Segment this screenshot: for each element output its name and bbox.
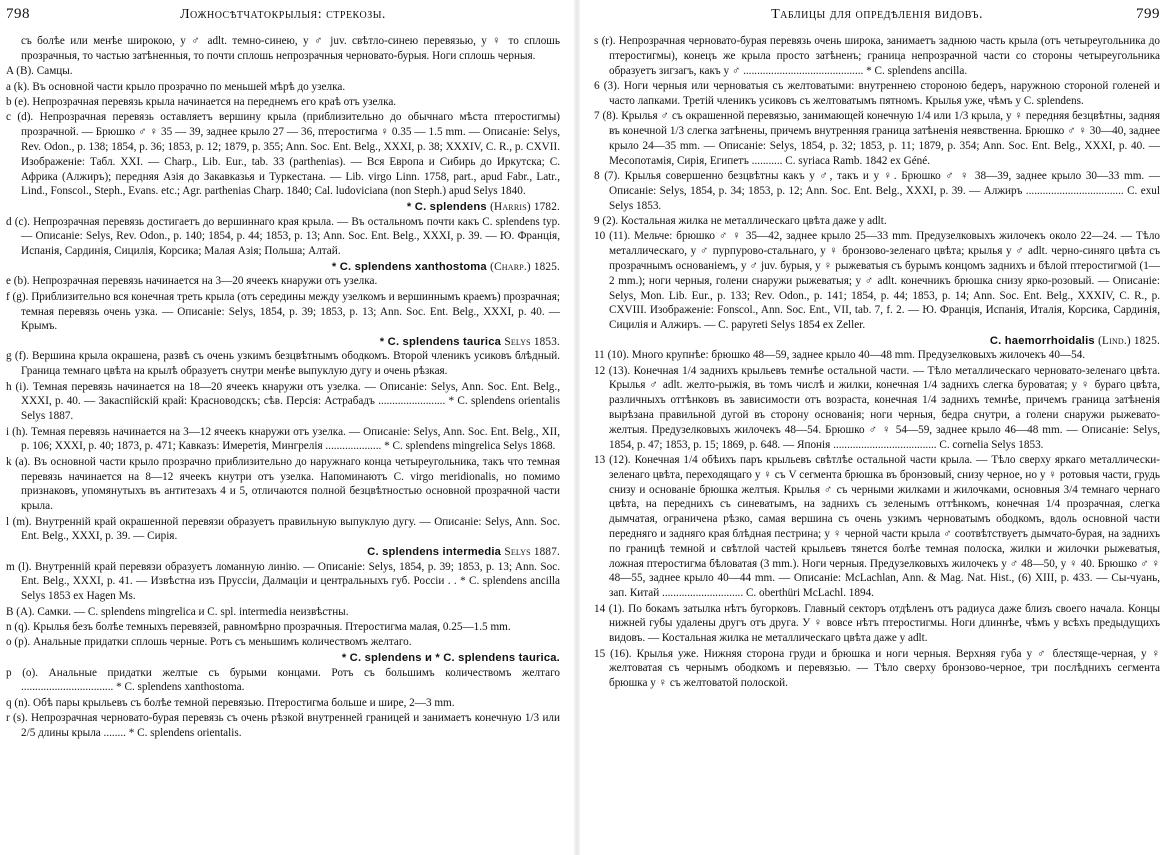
species-author: Selys 1853. bbox=[504, 335, 560, 348]
key-entry: q (n). Обѣ пары крыльевъ съ болѣе темной перевязью. Птеростигма больше и шире, 2—3 mm. bbox=[6, 696, 455, 709]
right-page bbox=[588, 0, 1166, 855]
key-entry: f (g). Приблизительно вся конечная треть крыла (отъ середины между узелкомъ и вершиннымъ краемъ) прозрачная; темная перевязь очень узка. — Описаніе: Selys, 1854, p. 39; 1853, p. 13; Ann. Soc. Ent. Belg., XXXI, p. 40. — Крымъ. bbox=[6, 290, 560, 333]
key-entry: b (e). Непрозрачная перевязь крыла начинается на переднемъ его краѣ отъ узелка. bbox=[6, 95, 397, 108]
left-page-number: 798 bbox=[6, 6, 30, 22]
species-name-line bbox=[594, 334, 1160, 349]
key-entry: 6 (3). Ноги черныя или черноватыя съ желтоватыми: внутреннею стороною бедеръ, наружною стороной голеней и часто лапками. Третій членикъ усиковъ съ желтоватымъ пятномъ. Крылья уже, чѣмъ у C. splendens. bbox=[594, 79, 1160, 107]
key-entry: i (h). Темная перевязь начинается на 3—12 ячеекъ кнаружи отъ узелка. — Описаніе: Selys, Ann. Soc. Ent. Belg., XII, p. 106; XXXI, p. 40; 1873, p. 471; Кавказъ: Имеретія, Мингрелія .................... * C. splendens mingrelica Selys 1868. bbox=[6, 425, 560, 453]
key-entry: m (l). Внутренній край перевязи образуетъ ломанную линію. — Описаніе: Selys, 1854, p. 39; 1853, p. 13; Ann. Soc. Ent. Belg., XXXI, p. 41. — Извѣстна изъ Пруссіи, Далмаціи и центральныхъ губ. Россіи . . * C. splendens ancilla Selys 1853 ex Hagen Ms. bbox=[6, 560, 560, 603]
key-entry: l (m). Внутренній край окрашенной перевязи образуетъ правильную выпуклую дугу. — Описаніе: Selys, Ann. Soc. Ent. Belg., XXXI, p. 39. — Сирія. bbox=[6, 515, 560, 543]
key-entry: g (f). Вершина крыла окрашена, развѣ съ очень узкимъ безцвѣтнымъ ободкомъ. Второй членикъ усиковъ блѣдный. Граница темнаго цвѣта на крылѣ образуетъ снутри менѣе выпуклую дугу и очень рѣзкая. bbox=[6, 350, 560, 378]
key-entry: p (o). Анальные придатки желтые съ бурыми концами. Ротъ съ большимъ количествомъ желтаго ................................. * C. splendens xanthostoma. bbox=[6, 666, 560, 694]
key-entry: A (B). Самцы. bbox=[6, 65, 73, 78]
right-running-head bbox=[594, 6, 1160, 34]
key-entry: B (A). Самки. — C. splendens mingrelica и C. spl. intermedia неизвѣстны. bbox=[6, 605, 349, 618]
species-name-line bbox=[6, 260, 560, 275]
species-name: * C. splendens bbox=[406, 200, 487, 213]
right-page-body bbox=[594, 34, 1160, 691]
species-name: * C. splendens xanthostoma bbox=[331, 260, 487, 273]
continued-paragraph: съ болѣе или менѣе широкою, у ♂ adlt. темно-синею, у ♂ juv. свѣтло-синею перевязью, у ♀ то сплошь прозрачныя, то частью затѣненныя, то почти сплошь непрозрачныя черновато-бурыя. Ноги сплошь черныя. bbox=[21, 35, 560, 62]
key-entry: d (c). Непрозрачная перевязь достигаетъ до вершиннаго края крыла. — Въ остальномъ почти какъ C. splendens typ. — Описаніе: Selys, Rev. Odon., p. 140; 1854, p. 44; 1853, p. 13; Ann. Soc. Ent. Belg., XXXI, p. 39. — Ю. Франція, Испанія, Сардинія, Сицилія, Корсика; Малая Азія; Польша; Алтай. bbox=[6, 215, 560, 258]
left-running-title: Ложносѣтчатокрылыя: стрекозы. bbox=[180, 7, 386, 22]
key-entry: r (s). Непрозрачная черновато-бурая перевязь съ очень рѣзкой внутренней границей и занимаетъ конечную 1/3 или 2/5 длины крыла ........ * C. splendens orientalis. bbox=[6, 712, 560, 739]
right-page-number: 799 bbox=[1136, 6, 1160, 22]
left-running-head bbox=[6, 6, 560, 34]
species-name-line bbox=[6, 651, 560, 666]
key-entry: 13 (12). Конечная 1/4 обѣихъ паръ крыльевъ свѣтлѣе остальной части крыла. — Тѣло сверху яркаго металлически-зеленаго цвѣта, переходящаго у ♀ съ V сегмента брюшка въ бронзовый, снизу черное, но у ♀ ротовыя части, грудь снизу и основаніе брюшка желтыя. Крылья ♂ съ черными жилками и жилочками, основныя 3/4 темнаго чернаго цвѣта, на переднихъ съ синеватымъ, на заднихъ съ зеленымъ оттѣнкомъ, конечная 1/4 прозрачная, слегка дымчатая, ограничена рѣзко, самая вершина съ очень узкимъ черноватымъ ободкомъ, вдоль основной части передняго и задняго края блѣдная пестрина; у ♀ черной части крыла ♂ соотвѣтствуетъ дымчато-бурая, на заднихъ по границѣ темной и свѣтлой частей крыльевъ тянется болѣе темная полоска, жилки и жилочки рыжеватыя, ложная птеростигма бѣловатая (3 mm.). Ноги черныя. Предузелковыхъ жилочекъ у ♂ 48—50, у ♀ 40. Брюшко ♂ ♀ 48—55, заднее крыло 40—44 mm. — Описаніе: McLachlan, Ann. & Mag. Nat. Hist., (6) XIII, p. 433. — Сы-чуань, зап. Китай ............................. C. oberthüri McLachl. 1894. bbox=[594, 454, 1160, 600]
key-entry: a (k). Въ основной части крыло прозрачно по меньшей мѣрѣ до узелка. bbox=[6, 80, 346, 93]
key-entry: 9 (2). Костальная жилка не металлическаго цвѣта даже у adlt. bbox=[594, 214, 887, 227]
key-entry: c (d). Непрозрачная перевязь оставляетъ вершину крыла (приблизительно до обычнаго мѣста птеростигмы) прозрачной. — Брюшко ♂ ♀ 35 — 39, заднее крыло 27 — 36, птеростигма ♀ 0.35 — 1.5 mm. — Описаніе: Selys, Rev. Odon., p. 138; 1854, p. 36; 1853, p. 12; 1879, p. 355; Ann. Soc. Ent. Belg., XXXI, p. 38; XXXIV, C. R., p. CXVII. Изображеніе: Табл. XXI. — Charp., Lib. Eur., tab. 33 (parthenias). — Вся Европа и Сибирь до Иркутска; С. Африка (Алжиръ); передняя Азія до Закавказья и Туркестана. — Lib. virgo Linn. 1758, part., apud Fabr., Latr., Lind., Fonscol., Steph., Evans. etc.; Agr. parthenias Charp. 1840; Cal. ludoviciana (non Steph.) apud Selys 1840. bbox=[6, 111, 560, 198]
key-entry: 14 (1). По бокамъ затылка нѣтъ бугорковъ. Главный секторъ отдѣленъ отъ радиуса даже близъ своего начала. Концы нижней губы удалены другъ отъ друга. У ♀ вовсе нѣтъ птеростигмы. Ноги длиннѣе, чѣмъ у всѣхъ предыдущихъ видовъ. — Костальная жилка не металлическаго цвѣта даже у adlt. bbox=[594, 602, 1160, 645]
key-entry: 8 (7). Крылья совершенно безцвѣтны какъ у ♂, такъ и у ♀. Брюшко ♂ ♀ 38—39, заднее крыло 30—33 mm. — Описаніе: Selys, 1854, p. 34; 1853, p. 12; Ann. Soc. Ent. Belg., XXXI, p. 39. — Алжиръ ................................... C. exul Selys 1853. bbox=[594, 169, 1160, 212]
species-author: (Lind.) 1825. bbox=[1098, 334, 1160, 347]
species-name: * C. splendens taurica bbox=[379, 335, 502, 348]
species-name: C. splendens intermedia bbox=[367, 545, 502, 558]
key-entry: k (a). Въ основной части крыло прозрачно приблизительно до наружнаго конца четыреугольника, такъ что темная перевязь начинается на 8—12 ячеекъ кнутри отъ узелка. Напоминаютъ C. virgo meridionalis, но помимо признаковъ, упомянутыхъ въ антитезахъ 4 и 5, отличаются полной безцвѣтностью основной прозрачной части крыла. bbox=[6, 455, 560, 513]
left-page bbox=[0, 0, 566, 855]
species-name-line bbox=[6, 545, 560, 560]
key-entry: 7 (8). Крылья ♂ съ окрашенной перевязью, занимающей конечную 1/4 или 1/3 крыла, у ♀ передняя безцвѣтны, задняя въ конечной 1/3 слегка затѣнены, причемъ внутренняя граница затѣненія неявственна. Брюшко ♂ ♀ 30—40, заднее крыло 24—35 mm. — Описаніе: Selys, 1854, p. 32; 1853, p. 11; 1879, p. 354; Ann. Soc. Ent. Belg., XXXI, p. 40. — Месопотамія, Сирія, Египетъ ........... C. syriaca Ramb. 1842 ex Géné. bbox=[594, 110, 1160, 167]
species-author: Selys 1887. bbox=[504, 545, 560, 558]
key-entry: e (b). Непрозрачная перевязь начинается на 3—20 ячеекъ кнаружи отъ узелка. bbox=[6, 275, 378, 288]
key-entry: 10 (11). Мельче: брюшко ♂ ♀ 35—42, заднее крыло 25—33 mm. Предузелковыхъ жилочекъ около 22—24. — Тѣло металлическаго, у ♂ пурпурово-стальнаго, у ♀ бронзово-зеленаго цвѣта; крылья у ♂ adlt. черно-синяго цвѣта съ прозрачнымъ основаніемъ, у ♂ juv. бурыя, у ♀ рыжеватыя съ бурымъ концомъ заднихъ и бѣлой птеростигмой (1—2 mm.); ноги черныя, голени снаружи рыжеватыя; у ♂ adlt. конечникъ брюшка снизу ярко-розовый. — Описаніе: Selys, Mon. Lib. Eur., p. 133; Rev. Odon., p. 141; 1854, p. 44; 1853, p. 14; Ann. Soc. Ent. Belg., XXXIV, C. R., p. CXVIII. Изображеніе: Fonscol., Ann. Soc. Ent., VII, tab. 7, f. 2. — Ю. Франція, Испанія, Италія, Корсика, Сардинія, Сицилія и Алжиръ. — C. papyreti Selys 1854 ex Zeller. bbox=[594, 230, 1160, 332]
key-entry: o (p). Анальные придатки сплошь черные. Ротъ съ меньшимъ количествомъ желтаго. bbox=[6, 636, 412, 649]
page-gutter bbox=[574, 0, 580, 855]
key-entry: 12 (13). Конечная 1/4 заднихъ крыльевъ темнѣе остальной части. — Тѣло металлическаго черновато-зеленаго цвѣта. Крылья ♂ adlt. желто-рыжія, въ томъ числѣ и жилки, конечная 1/4 заднихъ слегка буроватая; у ♀ бураго цвѣта, различныхъ оттѣнковъ въ зависимости отъ возраста, конечная 1/4 заднихъ темнѣе, причемъ граница затѣненія вырѣзана правильной дугой въ сторону основанія; ноги черныя, бедра снутри, а голени снаружи рыжевато-желтыя. Предузелковыхъ жилочекъ 48—54. Брюшко ♂ ♀ 54—59, заднее крыло 46—48 mm. — Описаніе: Selys, 1854, p. 47; 1853, p. 15; 1869, p. 648. — Японія ..................................... C. cornelia Selys 1853. bbox=[594, 364, 1160, 451]
left-page-body bbox=[6, 34, 560, 741]
species-author: (Charp.) 1825. bbox=[490, 260, 560, 273]
key-entry: n (q). Крылья безъ болѣе темныхъ перевязей, равномѣрно прозрачныя. Птеростигма малая, 0.25—1.5 mm. bbox=[6, 620, 511, 633]
species-name-line bbox=[6, 335, 560, 350]
key-entry: h (i). Темная перевязь начинается на 18—20 ячеекъ кнаружи отъ узелка. — Описаніе: Selys, Ann. Soc. Ent. Belg., XXXI, p. 40. — Закаспійскій край: Красноводскъ; сѣв. Персія: Астрабадъ ........................ * C. splendens orientalis Selys 1887. bbox=[6, 380, 560, 423]
right-running-title: Таблицы для опредѣленія видовъ. bbox=[771, 7, 983, 22]
key-entry: 11 (10). Много крупнѣе: брюшко 48—59, заднее крыло 40—48 mm. Предузелковыхъ жилочекъ 40—54. bbox=[594, 349, 1086, 362]
species-name: * C. splendens и * C. splendens taurica. bbox=[341, 651, 560, 664]
key-entry: s (r). Непрозрачная черновато-бурая перевязь очень широка, занимаетъ заднюю часть крыла (отъ четыреугольника до птеростигмы), конецъ же крыла просто затѣненъ; граница непрозрачной части со стороны четыреугольника образуетъ зигзагъ, какъ у ♂ ........................................... * C. splendens ancilla. bbox=[594, 35, 1160, 77]
key-entry: 15 (16). Крылья уже. Нижняя сторона груди и брюшка и ноги черныя. Верхняя губа у ♂ блестяще-черная, у ♀ желтоватая съ чернымъ ободкомъ и перевязью. — Тѣло сверху бронзово-черное, три послѣднихъ сегмента брюшка у ♀ съ желтоватой полоской. bbox=[594, 647, 1160, 690]
species-name-line bbox=[6, 200, 560, 215]
species-name: C. haemorrhoidalis bbox=[989, 334, 1095, 347]
species-author: (Harris) 1782. bbox=[490, 200, 560, 213]
